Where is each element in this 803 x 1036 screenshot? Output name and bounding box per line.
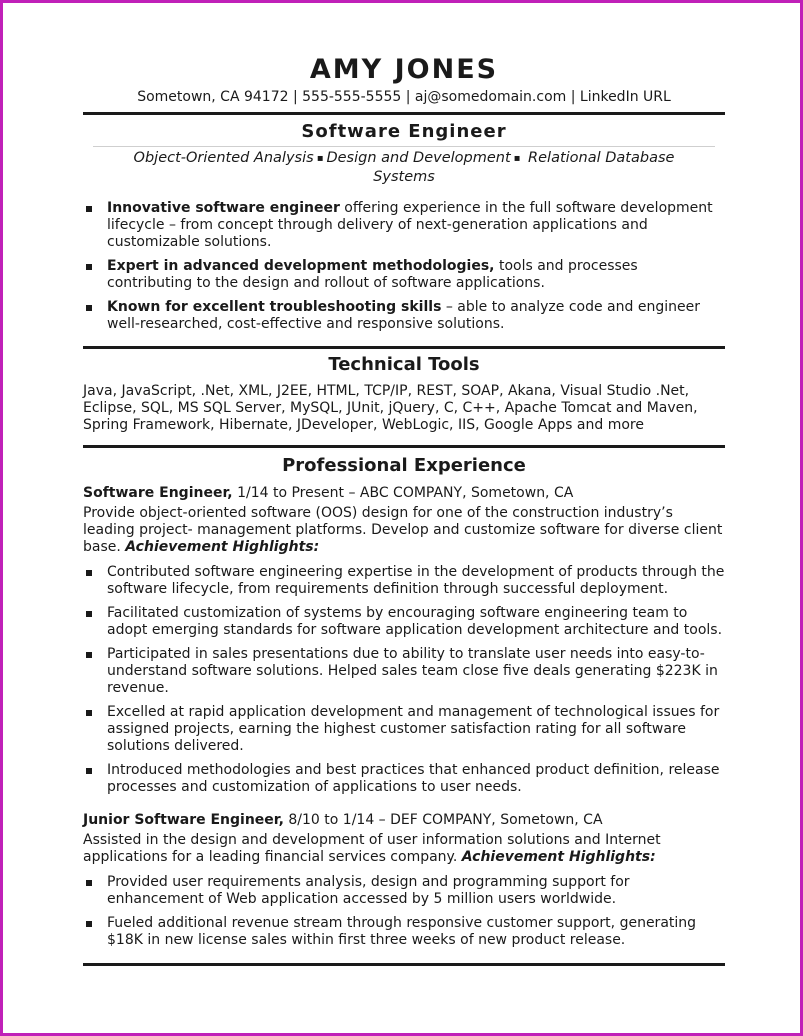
list-item: Known for excellent troubleshooting skills – able to analyze code and engineer well-researched, cost-effective and responsive solutions. [83, 299, 725, 333]
job-description: Assisted in the design and development of user information solutions and Internet applications for a leading financial services company. Achievement Highlights: [83, 832, 661, 865]
profile-bullets [83, 200, 725, 333]
profile-title: Software Engineer [301, 121, 507, 142]
core-skills [83, 149, 725, 186]
list-item: Participated in sales presentations due to ability to translate user needs into easy-to-understand software solutions. Helped sales team close five deals generating $223K in revenue. [83, 646, 725, 697]
bullet-icon [86, 710, 92, 716]
list-item: Provided user requirements analysis, design and programming support for enhancement of Web application accessed by 5 million users worldwide. [83, 874, 725, 908]
bullet-icon [86, 768, 92, 774]
section-divider [83, 346, 725, 349]
list-item: Facilitated customization of systems by encouraging software engineering team to adopt emerging standards for software application development architecture and tools. [83, 605, 725, 639]
section-heading-tools: Technical Tools [328, 354, 480, 375]
bullet-icon [86, 305, 92, 311]
title-divider [93, 146, 715, 147]
list-item: Excelled at rapid application development and management of technological issues for assigned projects, earning the highest customer satisfaction rating for all software solutions delivered. [83, 704, 725, 755]
bullet-icon [86, 921, 92, 927]
job-heading: Software Engineer, 1/14 to Present – ABC COMPANY, Sometown, CA [83, 485, 574, 501]
bullet-icon [86, 611, 92, 617]
bullet-icon [86, 880, 92, 886]
bullet-icon [86, 570, 92, 576]
job-heading: Junior Software Engineer, 8/10 to 1/14 – DEF COMPANY, Sometown, CA [83, 812, 603, 828]
bullet-icon [86, 264, 92, 270]
section-heading-experience: Professional Experience [282, 455, 526, 476]
job-highlights [83, 874, 725, 949]
resume-page [83, 51, 725, 966]
skill-separator: ▪ [316, 153, 324, 164]
contact-line: Sometown, CA 94172 | 555-555-5555 | aj@somedomain.com | LinkedIn URL [137, 89, 671, 105]
list-item: Innovative software engineer offering experience in the full software development lifecycle – from concept through delivery of next-generation applications and customizable solutions. [83, 200, 725, 251]
core-skill: Design and Development [326, 150, 511, 166]
candidate-name: AMY JONES [309, 54, 499, 85]
tools-list: Java, JavaScript, .Net, XML, J2EE, HTML, TCP/IP, REST, SOAP, Akana, Visual Studio .Net, Eclipse, SQL, MS SQL Server, MySQL, JUnit, jQuery, C, C++, Apache Tomcat and Maven, Spring Framework, Hibernate, JDeveloper, WebLogic, IIS, Google Apps and more [83, 383, 698, 433]
skill-separator: ▪ [513, 153, 521, 164]
job-description: Provide object-oriented software (OOS) design for one of the construction industry’s leading project- management platforms. Develop and customize software for diverse client base. Achievement Highlights: [83, 505, 723, 555]
list-item: Introduced methodologies and best practices that enhanced product definition, release processes and customization of applications to user needs. [83, 762, 725, 796]
footer-divider [83, 963, 725, 966]
list-item: Expert in advanced development methodologies, tools and processes contributing to the design and rollout of software applications. [83, 258, 725, 292]
list-item: Fueled additional revenue stream through responsive customer support, generating $18K in new license sales within first three weeks of new product release. [83, 915, 725, 949]
core-skill: Relational Database Systems [373, 150, 675, 185]
section-divider [83, 445, 725, 448]
list-item: Contributed software engineering expertise in the development of products through the software lifecycle, from requirements definition through successful deployment. [83, 564, 725, 598]
bullet-icon [86, 206, 92, 212]
job-highlights [83, 564, 725, 796]
bullet-icon [86, 652, 92, 658]
header-divider [83, 112, 725, 115]
core-skill: Object-Oriented Analysis [133, 150, 314, 166]
